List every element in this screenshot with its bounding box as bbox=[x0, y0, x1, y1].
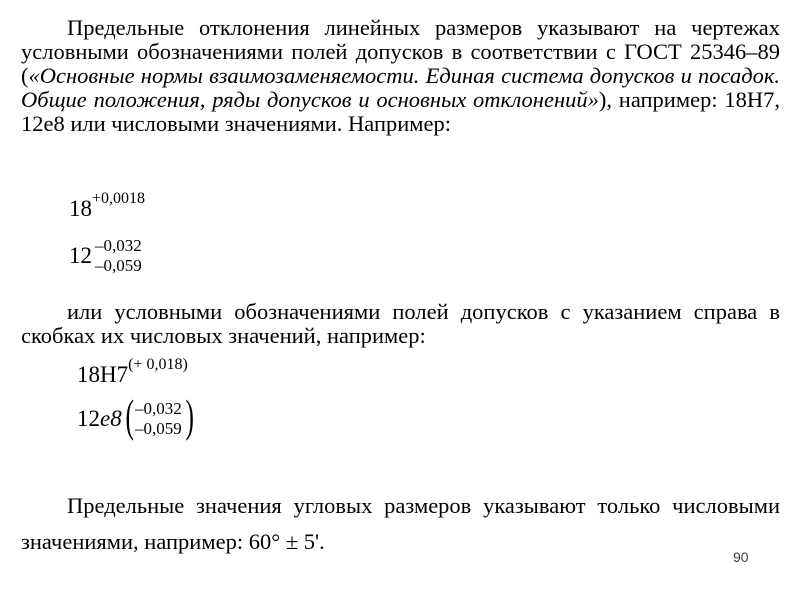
left-parenthesis: ( bbox=[125, 390, 134, 441]
upper-deviation: +0,0018 bbox=[92, 190, 146, 207]
paragraph-tolerance-fields: или условными обозначениями полей допусков с указанием справа в скобках их числовых значений, например: bbox=[21, 299, 780, 348]
paragraph-text: ), например: 18Н7, 12е8 или числовыми значениями. Например: bbox=[21, 87, 780, 136]
lower-deviation: –0,059 bbox=[135, 419, 182, 438]
tolerance-field: e8 bbox=[100, 406, 122, 431]
gost-title-italic: «Основные нормы взаимозаменяемости. Единая система допусков и посадок. Общие положения, ряды допусков и основных отклонений» bbox=[21, 63, 780, 112]
upper-deviation: –0,032 bbox=[135, 399, 182, 418]
example-12e8-tolerance bbox=[77, 390, 197, 442]
example-12-deviations bbox=[69, 236, 142, 276]
nominal-size: 18 bbox=[69, 196, 92, 221]
example-18-upper-deviation bbox=[69, 190, 146, 222]
nominal-size: 12 bbox=[69, 243, 92, 268]
nominal-size: 12 bbox=[77, 406, 100, 431]
deviation-stack bbox=[95, 236, 142, 276]
lower-deviation: –0,059 bbox=[95, 256, 142, 275]
example-18h7-tolerance bbox=[77, 356, 188, 388]
paragraph-angular-dimensions: Предельные значения угловых размеров указывают только числовыми значениями, например: 60° ± 5'. bbox=[21, 493, 780, 554]
paragraph-text: Предельные отклонения линейных размеров указывают на чертежах условными обозначениями полей допусков в соответствии с ГОСТ 25346–89 ( bbox=[21, 15, 780, 88]
upper-deviation: –0,032 bbox=[95, 236, 142, 255]
paragraph-linear-deviations bbox=[21, 16, 780, 136]
page-number: 90 bbox=[733, 549, 749, 565]
tolerance-value: (+ 0,018) bbox=[128, 356, 188, 373]
tolerance-designation: 18H7 bbox=[77, 362, 129, 387]
deviation-stack bbox=[135, 399, 182, 439]
right-parenthesis: ) bbox=[185, 390, 194, 441]
